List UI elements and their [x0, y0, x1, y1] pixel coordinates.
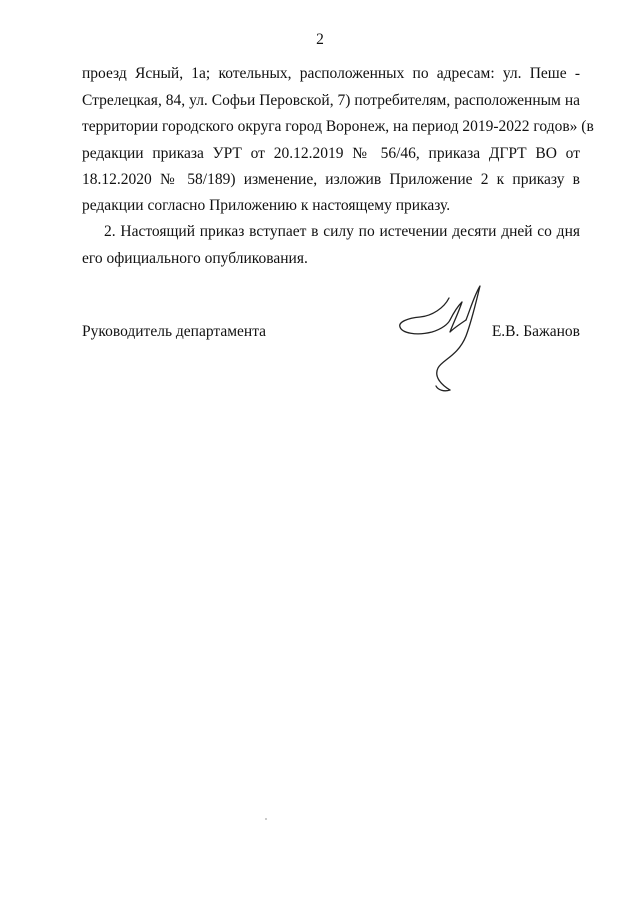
paragraph-1-line-5: 18.12.2020 № 58/189) изменение, изложив Приложение 2 к приказу в: [82, 171, 580, 188]
handwritten-signature: [392, 280, 492, 398]
paragraph-1-line-1: проезд Ясный, 1а; котельных, расположенных по адресам: ул. Пеше -: [82, 65, 580, 82]
paragraph-1-line-3: территории городского округа город Воронеж, на период 2019-2022 годов» (в: [82, 118, 594, 135]
paragraph-2-line-2: его официального опубликования.: [82, 250, 308, 267]
scan-speck: [265, 818, 267, 820]
paragraph-1-line-4: редакции приказа УРТ от 20.12.2019 № 56/46, приказа ДГРТ ВО от: [82, 145, 580, 162]
signer-name: Е.В. Бажанов: [491, 323, 580, 340]
page-number: 2: [316, 31, 324, 48]
paragraph-2-line-1: 2. Настоящий приказ вступает в силу по истечении десяти дней со дня: [104, 223, 580, 240]
paragraph-1-line-6: редакции согласно Приложению к настоящему приказу.: [82, 197, 451, 214]
paragraph-1-line-2: Стрелецкая, 84, ул. Софьи Перовской, 7) потребителям, расположенным на: [82, 92, 580, 109]
signer-title: Руководитель департамента: [82, 323, 267, 340]
